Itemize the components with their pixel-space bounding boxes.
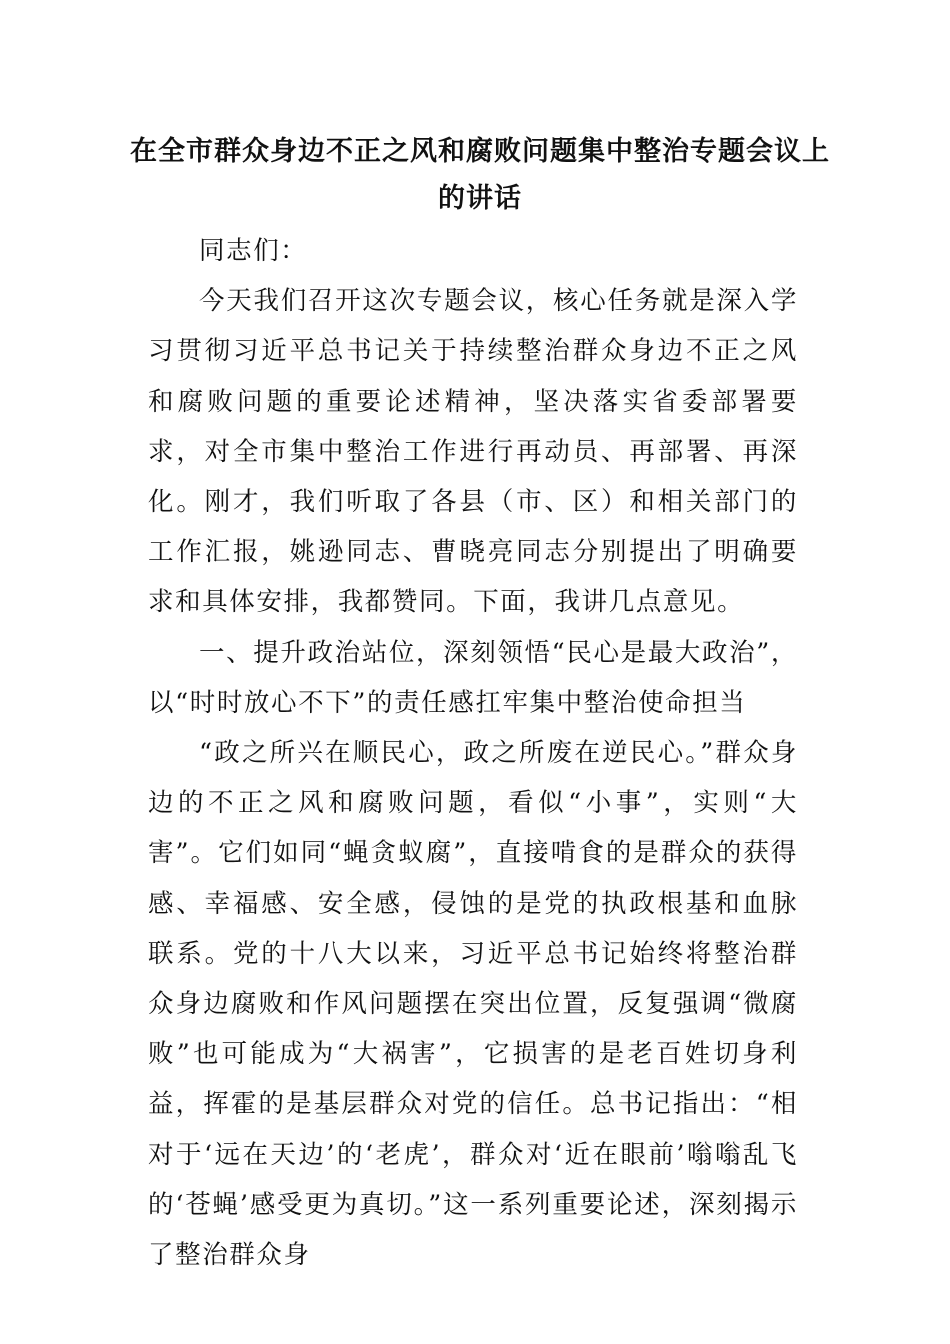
paragraph-opening: 今天我们召开这次专题会议，核心任务就是深入学习贯彻习近平总书记关于持续整治群众身边不正之风和腐败问题的重要论述精神，坚决落实省委部署要求，对全市集中整治工作进行再动员、再部署、再深化。刚才，我们听取了各县（市、区）和相关部门的工作汇报，姚逊同志、曹晓亮同志分别提出了明确要求和具体安排，我都赞同。下面，我讲几点意见。 bbox=[148, 286, 798, 618]
paragraph-section-1: “政之所兴在顺民心，政之所废在逆民心。”群众身边的不正之风和腐败问题，看似“小事”，实则“大害”。它们如同“蝇贪蚁腐”，直接啃食的是群众的获得感、幸福感、安全感，侵蚀的是党的执政根基和血脉联系。党的十八大以来，习近平总书记始终将整治群众身边腐败和作风问题摆在突出位置，反复强调“微腐败”也可能成为“大祸害”，它损害的是老百姓切身利益，挥霍的是基层群众对党的信任。总书记指出：“相对于‘远在天边’的‘老虎’，群众对‘近在眼前’嗡嗡乱飞的‘苍蝇’感受更为真切。”这一系列重要论述，深刻揭示了整治群众身 bbox=[148, 738, 799, 1271]
salutation: 同志们： bbox=[199, 236, 308, 266]
title-line-1: 在全市群众身边不正之风和腐败问题集中整治专题会议上 bbox=[130, 136, 830, 167]
document-title bbox=[120, 128, 840, 222]
section-heading-1: 一、提升政治站位，深刻领悟“民心是最大政治”，以“时时放心不下”的责任感扛牢集中整治使命担当 bbox=[148, 637, 798, 718]
title-line-2: 的讲话 bbox=[438, 183, 522, 214]
document-body bbox=[148, 226, 798, 1280]
